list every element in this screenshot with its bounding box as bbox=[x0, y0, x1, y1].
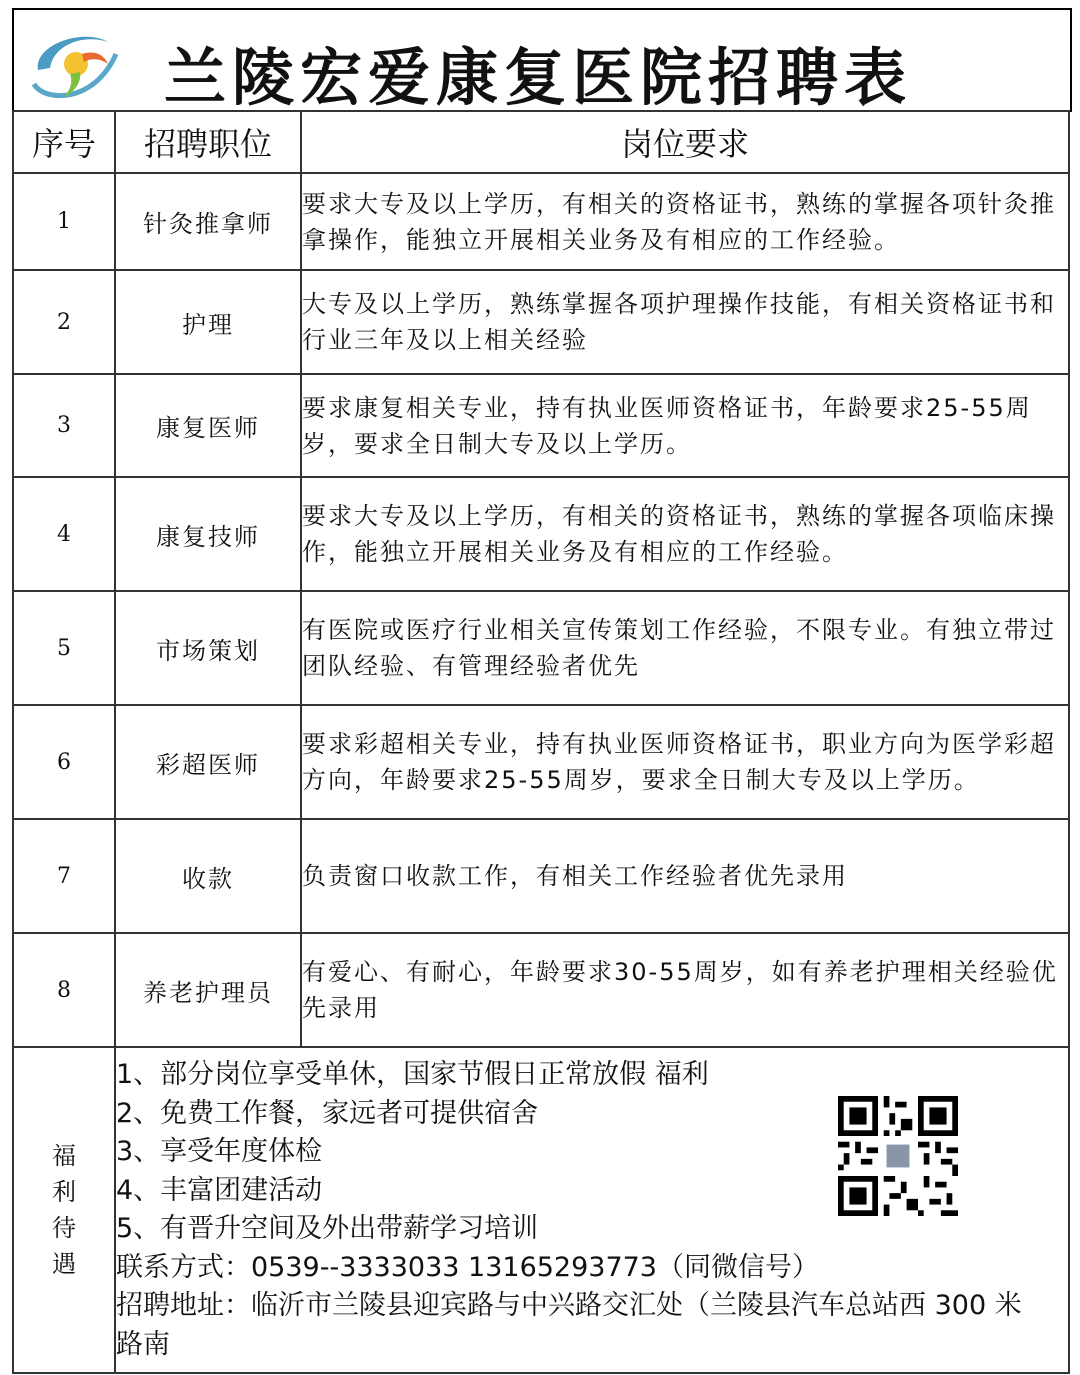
benefit-item: 1、部分岗位享受单休，国家节假日正常放假 福利 bbox=[116, 1059, 709, 1090]
row-number: 5 bbox=[13, 591, 115, 705]
column-header-no: 序号 bbox=[13, 111, 115, 173]
recruitment-table bbox=[12, 110, 1070, 1374]
row-requirement: 要求彩超相关专业，持有执业医师资格证书，职业方向为医学彩超方向，年龄要求25-55周岁，要求全日制大专及以上学历。 bbox=[301, 705, 1069, 819]
recruitment-address: 招聘地址：临沂市兰陵县迎宾路与中兴路交汇处（兰陵县汽车总站西 300 米路南 bbox=[116, 1290, 1022, 1360]
table-row bbox=[13, 819, 1069, 933]
table-row bbox=[13, 374, 1069, 477]
row-requirement: 负责窗口收款工作，有相关工作经验者优先录用 bbox=[301, 819, 1069, 933]
recruitment-sheet bbox=[12, 8, 1070, 1375]
row-requirement: 大专及以上学历，熟练掌握各项护理操作技能，有相关资格证书和行业三年及以上相关经验 bbox=[301, 270, 1069, 374]
qr-code-icon[interactable] bbox=[838, 1096, 958, 1216]
row-requirement: 有爱心、有耐心，年龄要求30-55周岁，如有养老护理相关经验优先录用 bbox=[301, 933, 1069, 1047]
row-number: 3 bbox=[13, 374, 115, 477]
row-position: 养老护理员 bbox=[115, 933, 301, 1047]
benefit-item: 3、享受年度体检 bbox=[116, 1136, 323, 1167]
row-number: 8 bbox=[13, 933, 115, 1047]
row-requirement: 要求大专及以上学历，有相关的资格证书，熟练的掌握各项针灸推拿操作，能独立开展相关业务及有相应的工作经验。 bbox=[301, 173, 1069, 270]
benefits-label bbox=[13, 1047, 115, 1373]
benefits-label-char: 利 bbox=[52, 1178, 76, 1206]
row-number: 1 bbox=[13, 173, 115, 270]
table-row bbox=[13, 933, 1069, 1047]
row-requirement: 要求康复相关专业，持有执业医师资格证书，年龄要求25-55周岁，要求全日制大专及以上学历。 bbox=[301, 374, 1069, 477]
column-header-position: 招聘职位 bbox=[115, 111, 301, 173]
row-position: 护理 bbox=[115, 270, 301, 374]
benefit-item: 4、丰富团建活动 bbox=[116, 1174, 323, 1206]
table-row bbox=[13, 477, 1069, 591]
benefit-item: 5、有晋升空间及外出带薪学习培训 bbox=[116, 1213, 539, 1244]
row-number: 4 bbox=[13, 477, 115, 591]
row-position: 彩超医师 bbox=[115, 705, 301, 819]
page-title: 兰陵宏爱康复医院招聘表 bbox=[164, 41, 913, 114]
benefits-label-char: 待 bbox=[52, 1214, 76, 1242]
row-number: 6 bbox=[13, 705, 115, 819]
table-row bbox=[13, 270, 1069, 374]
row-position: 收款 bbox=[115, 819, 301, 933]
hospital-logo-icon bbox=[24, 24, 122, 102]
table-row bbox=[13, 173, 1069, 270]
contact-info: 联系方式：0539--3333033 13165293773（同微信号） bbox=[116, 1251, 819, 1283]
column-header-requirement: 岗位要求 bbox=[301, 111, 1069, 173]
benefits-label-text bbox=[14, 1138, 114, 1282]
row-requirement: 要求大专及以上学历，有相关的资格证书，熟练的掌握各项临床操作，能独立开展相关业务及有相应的工作经验。 bbox=[301, 477, 1069, 591]
row-number: 2 bbox=[13, 270, 115, 374]
row-number: 7 bbox=[13, 819, 115, 933]
row-position: 市场策划 bbox=[115, 591, 301, 705]
benefits-label-char: 遇 bbox=[52, 1250, 76, 1278]
table-row bbox=[13, 591, 1069, 705]
benefit-item: 2、免费工作餐，家远者可提供宿舍 bbox=[116, 1097, 539, 1129]
row-requirement: 有医院或医疗行业相关宣传策划工作经验，不限专业。有独立带过团队经验、有管理经验者优先 bbox=[301, 591, 1069, 705]
row-position: 康复医师 bbox=[115, 374, 301, 477]
table-row bbox=[13, 705, 1069, 819]
benefits-row bbox=[13, 1047, 1069, 1373]
table-header-row bbox=[13, 111, 1069, 173]
row-position: 康复技师 bbox=[115, 477, 301, 591]
row-position: 针灸推拿师 bbox=[115, 173, 301, 270]
title-row bbox=[12, 8, 1072, 112]
benefits-content bbox=[115, 1047, 1069, 1373]
benefits-label-char: 福 bbox=[52, 1142, 76, 1170]
